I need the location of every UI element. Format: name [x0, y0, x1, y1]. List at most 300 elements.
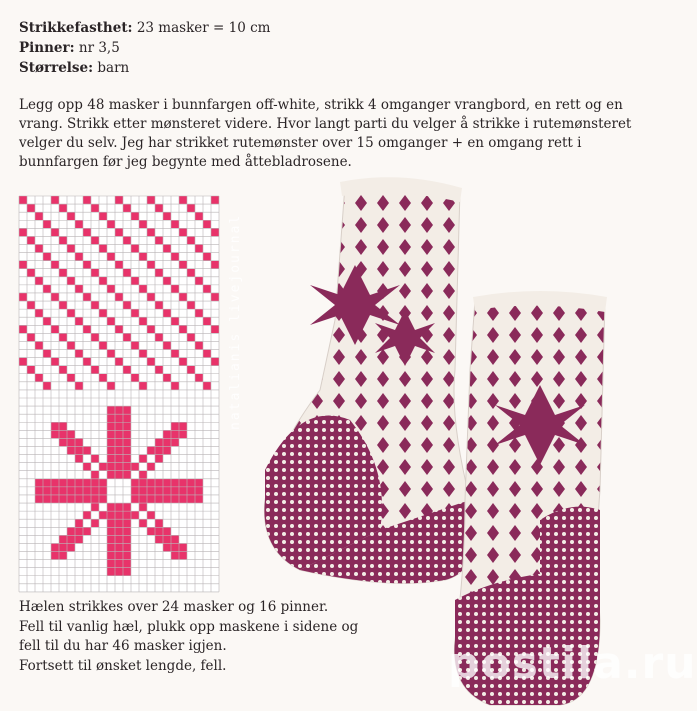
chart-cell — [91, 301, 99, 309]
chart-cell — [131, 479, 139, 487]
chart-cell — [115, 568, 123, 576]
chart-cell — [155, 527, 163, 535]
chart-cell — [171, 552, 179, 560]
chart-cell — [187, 487, 195, 495]
chart-cell — [139, 519, 147, 527]
chart-cell — [27, 236, 35, 244]
chart-cell — [131, 244, 139, 252]
chart-cell — [155, 438, 163, 446]
chart-cell — [123, 560, 131, 568]
chart-cell — [59, 487, 67, 495]
chart-cell — [19, 196, 27, 204]
chart-cell — [115, 455, 123, 463]
chart-cell — [59, 301, 67, 309]
chart-cell — [51, 325, 59, 333]
chart-cell — [75, 220, 83, 228]
chart-cell — [123, 204, 131, 212]
chart-cell — [107, 438, 115, 446]
chart-cell — [155, 333, 163, 341]
chart-cell — [83, 446, 91, 454]
chart-cell — [67, 527, 75, 535]
chart-cell — [163, 446, 171, 454]
chart-cell — [19, 325, 27, 333]
chart-cell — [163, 244, 171, 252]
chart-cell — [91, 479, 99, 487]
chart-cell — [179, 479, 187, 487]
chart-cell — [83, 527, 91, 535]
chart-cell — [67, 446, 75, 454]
chart-cell — [51, 228, 59, 236]
chart-cell — [163, 479, 171, 487]
chart-cell — [131, 277, 139, 285]
chart-cell — [83, 487, 91, 495]
chart-cell — [35, 244, 43, 252]
instruction-line: Fell til vanlig hæl, plukk opp maskene i sidene og — [19, 618, 359, 635]
chart-cell — [107, 535, 115, 543]
chart-cell — [35, 212, 43, 220]
chart-cell — [155, 535, 163, 543]
chart-cell — [43, 253, 51, 261]
chart-cell — [67, 495, 75, 503]
chart-cell — [91, 204, 99, 212]
chart-cell — [59, 479, 67, 487]
chart-cell — [43, 350, 51, 358]
chart-cell — [83, 358, 91, 366]
chart-cell — [171, 350, 179, 358]
chart-cell — [123, 471, 131, 479]
chart-cell — [107, 511, 115, 519]
chart-cell — [147, 293, 155, 301]
chart-cell — [147, 495, 155, 503]
chart-cell — [211, 325, 219, 333]
chart-cell — [211, 261, 219, 269]
chart-cell — [155, 269, 163, 277]
chart-cell — [155, 446, 163, 454]
chart-cell — [115, 406, 123, 414]
chart-cell — [91, 333, 99, 341]
chart-cell — [195, 374, 203, 382]
chart-cell — [195, 309, 203, 317]
chart-cell — [123, 430, 131, 438]
chart-cell — [147, 358, 155, 366]
chart-cell — [123, 511, 131, 519]
chart-cell — [99, 341, 107, 349]
chart-cell — [195, 341, 203, 349]
chart-cell — [91, 503, 99, 511]
chart-cell — [75, 535, 83, 543]
chart-cell — [187, 495, 195, 503]
chart-cell — [99, 495, 107, 503]
chart-cell — [59, 366, 67, 374]
chart-cell — [195, 487, 203, 495]
chart-cell — [179, 430, 187, 438]
chart-cell — [179, 487, 187, 495]
chart-cell — [51, 430, 59, 438]
chart-cell — [155, 519, 163, 527]
chart-cell — [67, 212, 75, 220]
chart-cell — [91, 455, 99, 463]
chart-cell — [147, 261, 155, 269]
chart-cell — [179, 543, 187, 551]
chart-cell — [99, 212, 107, 220]
chart-cell — [123, 438, 131, 446]
chart-cell — [107, 455, 115, 463]
chart-cell — [203, 382, 211, 390]
chart-cell — [107, 463, 115, 471]
chart-cell — [27, 366, 35, 374]
chart-cell — [75, 527, 83, 535]
chart-cell — [75, 253, 83, 261]
chart-cell — [123, 552, 131, 560]
chart-cell — [171, 285, 179, 293]
chart-cell — [107, 552, 115, 560]
chart-cell — [107, 543, 115, 551]
chart-cell — [163, 309, 171, 317]
chart-cell — [131, 374, 139, 382]
chart-cell — [83, 495, 91, 503]
chart-cell — [51, 261, 59, 269]
chart-cell — [163, 341, 171, 349]
chart-cell — [115, 325, 123, 333]
chart-cell — [51, 552, 59, 560]
chart-cell — [43, 495, 51, 503]
chart-cell — [43, 317, 51, 325]
chart-cell — [91, 519, 99, 527]
chart-cell — [163, 527, 171, 535]
chart-cell — [99, 277, 107, 285]
chart-cell — [139, 479, 147, 487]
chart-cell — [179, 495, 187, 503]
chart-cell — [131, 511, 139, 519]
chart-cell — [123, 527, 131, 535]
chart-cell — [51, 422, 59, 430]
chart-cell — [115, 358, 123, 366]
chart-cell — [187, 479, 195, 487]
chart-cell — [107, 253, 115, 261]
chart-cell — [155, 301, 163, 309]
chart-cell — [147, 196, 155, 204]
chart-cell — [83, 293, 91, 301]
chart-cell — [59, 438, 67, 446]
chart-cell — [99, 463, 107, 471]
chart-cell — [51, 358, 59, 366]
chart-cell — [115, 261, 123, 269]
chart-cell — [107, 414, 115, 422]
chart-cell — [139, 253, 147, 261]
chart-cell — [179, 293, 187, 301]
watermark-text: natalianis livejournal — [228, 213, 243, 430]
postila-logo: postila.ru — [448, 638, 697, 689]
chart-cell — [107, 519, 115, 527]
chart-cell — [187, 333, 195, 341]
chart-cell — [211, 293, 219, 301]
chart-cell — [67, 374, 75, 382]
chart-cell — [203, 253, 211, 261]
chart-cell — [51, 479, 59, 487]
spec-gauge: Strikkefasthet: 23 masker = 10 cm — [19, 20, 271, 36]
chart-cell — [171, 220, 179, 228]
chart-cell — [67, 479, 75, 487]
chart-cell — [67, 535, 75, 543]
chart-cell — [59, 552, 67, 560]
chart-cell — [163, 374, 171, 382]
chart-cell — [139, 317, 147, 325]
chart-cell — [83, 325, 91, 333]
chart-cell — [75, 382, 83, 390]
chart-cell — [139, 350, 147, 358]
chart-cell — [59, 543, 67, 551]
instruction-line: Hælen strikkes over 24 masker og 16 pinner. — [19, 599, 329, 615]
chart-cell — [75, 317, 83, 325]
chart-cell — [115, 527, 123, 535]
chart-cell — [107, 422, 115, 430]
chart-cell — [139, 503, 147, 511]
chart-cell — [67, 244, 75, 252]
chart-cell — [115, 196, 123, 204]
chart-cell — [179, 228, 187, 236]
chart-cell — [147, 228, 155, 236]
chart-cell — [115, 463, 123, 471]
chart-cell — [35, 495, 43, 503]
chart-cell — [27, 269, 35, 277]
chart-cell — [203, 285, 211, 293]
chart-cell — [171, 487, 179, 495]
chart-cell — [115, 503, 123, 511]
chart-cell — [107, 568, 115, 576]
chart-cell — [147, 446, 155, 454]
chart-cell — [163, 487, 171, 495]
chart-cell — [75, 446, 83, 454]
chart-cell — [99, 511, 107, 519]
chart-cell — [75, 438, 83, 446]
chart-cell — [179, 358, 187, 366]
chart-cell — [123, 543, 131, 551]
chart-cell — [35, 487, 43, 495]
chart-cell — [155, 487, 163, 495]
chart-cell — [139, 455, 147, 463]
chart-cell — [195, 479, 203, 487]
chart-cell — [163, 212, 171, 220]
chart-cell — [187, 366, 195, 374]
chart-cell — [83, 196, 91, 204]
specs-block — [19, 18, 270, 78]
chart-cell — [131, 463, 139, 471]
chart-cell — [123, 414, 131, 422]
chart-cell — [43, 382, 51, 390]
chart-cell — [107, 406, 115, 414]
chart-cell — [155, 455, 163, 463]
chart-cell — [203, 350, 211, 358]
chart-cell — [171, 317, 179, 325]
chart-cell — [99, 479, 107, 487]
chart-cell — [115, 519, 123, 527]
chart-cell — [67, 438, 75, 446]
chart-cell — [115, 543, 123, 551]
chart-cell — [179, 196, 187, 204]
chart-cell — [163, 277, 171, 285]
chart-cell — [19, 293, 27, 301]
chart-cell — [171, 422, 179, 430]
chart-cell — [147, 511, 155, 519]
intro-paragraph: Legg opp 48 masker i bunnfargen off-white, strikk 4 omganger vrangbord, en rett og en vrang. Strikk etter mønsteret videre. Hvor langt parti du velger å strikke i rutemønsteret velger du selv. Jeg har strikket rutemønster over 15 omganger + en omgang rett i bunnfargen før jeg begynte med åttebladrosene. — [19, 97, 632, 170]
chart-cell — [179, 552, 187, 560]
chart-cell — [27, 301, 35, 309]
chart-cell — [163, 543, 171, 551]
chart-cell — [187, 236, 195, 244]
chart-cell — [91, 269, 99, 277]
chart-cell — [35, 341, 43, 349]
heel-instructions — [19, 598, 359, 676]
chart-cell — [115, 414, 123, 422]
chart-cell — [187, 269, 195, 277]
chart-cell — [139, 285, 147, 293]
chart-cell — [179, 261, 187, 269]
chart-cell — [43, 285, 51, 293]
chart-cell — [123, 236, 131, 244]
chart-cell — [59, 430, 67, 438]
chart-cell — [123, 455, 131, 463]
chart-cell — [59, 333, 67, 341]
chart-cell — [115, 446, 123, 454]
chart-cell — [59, 495, 67, 503]
chart-cell — [171, 430, 179, 438]
chart-cell — [123, 535, 131, 543]
chart-cell — [131, 495, 139, 503]
chart-cell — [75, 285, 83, 293]
chart-cell — [67, 341, 75, 349]
chart-cell — [139, 471, 147, 479]
chart-cell — [139, 495, 147, 503]
chart-cell — [203, 220, 211, 228]
knitting-chart — [19, 196, 219, 592]
chart-cell — [115, 560, 123, 568]
chart-cell — [139, 220, 147, 228]
chart-cell — [115, 430, 123, 438]
chart-cell — [147, 479, 155, 487]
chart-cell — [91, 471, 99, 479]
chart-cell — [123, 333, 131, 341]
instruction-line: fell til du har 46 masker igjen. — [19, 638, 227, 654]
chart-cell — [163, 535, 171, 543]
chart-cell — [59, 422, 67, 430]
chart-cell — [155, 204, 163, 212]
chart-cell — [203, 317, 211, 325]
chart-cell — [91, 366, 99, 374]
chart-cell — [107, 471, 115, 479]
chart-cell — [171, 382, 179, 390]
chart-cell — [91, 495, 99, 503]
chart-cell — [75, 479, 83, 487]
chart-cell — [115, 511, 123, 519]
chart-cell — [115, 438, 123, 446]
chart-cell — [59, 236, 67, 244]
chart-cell — [171, 535, 179, 543]
chart-cell — [91, 487, 99, 495]
chart-cell — [67, 543, 75, 551]
chart-cell — [187, 301, 195, 309]
chart-cell — [211, 196, 219, 204]
chart-cell — [107, 382, 115, 390]
chart-cell — [51, 487, 59, 495]
chart-cell — [43, 487, 51, 495]
chart-cell — [83, 228, 91, 236]
chart-cell — [115, 228, 123, 236]
chart-cell — [139, 487, 147, 495]
chart-cell — [163, 430, 171, 438]
chart-cell — [163, 495, 171, 503]
chart-cell — [43, 479, 51, 487]
chart-cell — [107, 446, 115, 454]
chart-cell — [171, 495, 179, 503]
chart-cell — [51, 495, 59, 503]
chart-cell — [35, 309, 43, 317]
chart-cell — [67, 487, 75, 495]
chart-cell — [107, 317, 115, 325]
chart-cell — [123, 301, 131, 309]
chart-cell — [115, 293, 123, 301]
chart-cell — [83, 479, 91, 487]
chart-cell — [59, 204, 67, 212]
chart-cell — [35, 277, 43, 285]
chart-cell — [107, 503, 115, 511]
chart-cell — [51, 543, 59, 551]
chart-cell — [35, 479, 43, 487]
chart-cell — [19, 228, 27, 236]
chart-cell — [115, 422, 123, 430]
chart-cell — [195, 495, 203, 503]
chart-cell — [123, 422, 131, 430]
chart-cell — [179, 422, 187, 430]
chart-cell — [19, 358, 27, 366]
chart-cell — [107, 220, 115, 228]
chart-cell — [75, 487, 83, 495]
chart-cell — [155, 236, 163, 244]
chart-cell — [123, 366, 131, 374]
chart-cell — [75, 495, 83, 503]
chart-cell — [51, 196, 59, 204]
chart-cell — [107, 430, 115, 438]
chart-cell — [171, 479, 179, 487]
chart-cell — [179, 325, 187, 333]
chart-cell — [99, 374, 107, 382]
chart-cell — [67, 277, 75, 285]
chart-cell — [123, 519, 131, 527]
chart-cell — [99, 487, 107, 495]
chart-cell — [131, 487, 139, 495]
chart-cell — [83, 463, 91, 471]
chart-cell — [155, 495, 163, 503]
chart-cell — [51, 293, 59, 301]
chart-cell — [139, 382, 147, 390]
chart-cell — [75, 519, 83, 527]
chart-cell — [155, 366, 163, 374]
chart-cell — [195, 244, 203, 252]
chart-cell — [131, 212, 139, 220]
spec-needles: Pinner: nr 3,5 — [19, 40, 120, 56]
chart-cell — [131, 341, 139, 349]
chart-cell — [19, 261, 27, 269]
chart-cell — [147, 463, 155, 471]
chart-cell — [147, 325, 155, 333]
chart-cell — [171, 543, 179, 551]
chart-cell — [147, 527, 155, 535]
chart-cell — [99, 309, 107, 317]
chart-cell — [67, 309, 75, 317]
chart-cell — [107, 527, 115, 535]
chart-cell — [211, 228, 219, 236]
chart-cell — [75, 350, 83, 358]
chart-cell — [115, 471, 123, 479]
